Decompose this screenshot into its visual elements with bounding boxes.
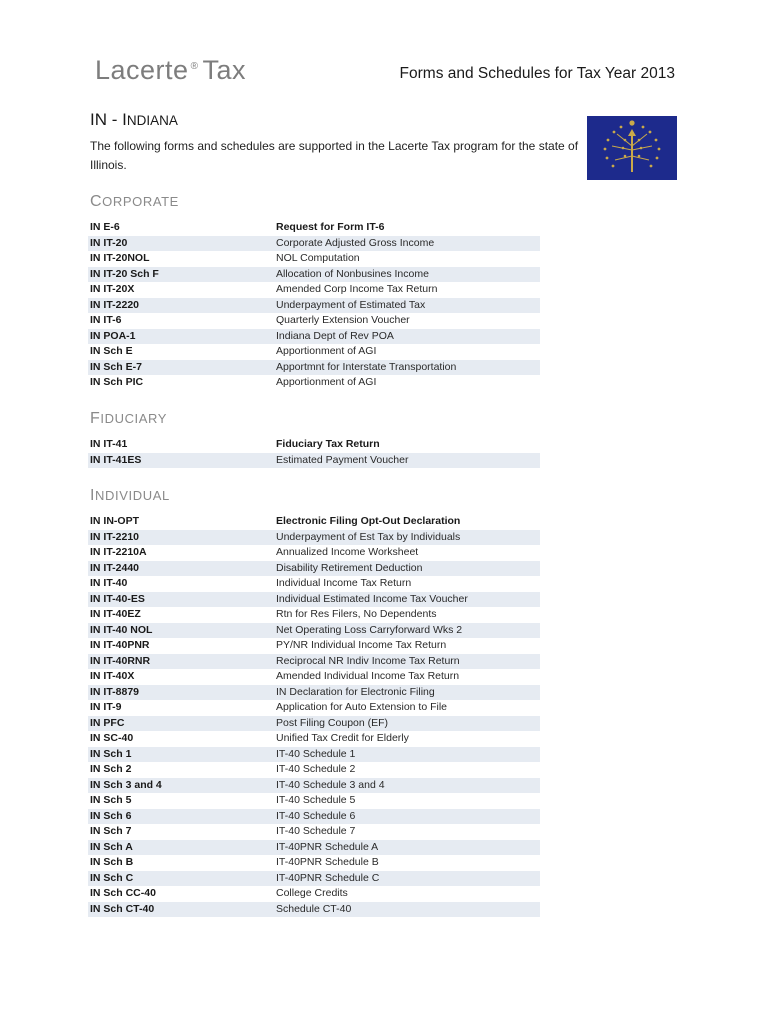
table-row [88,731,540,747]
table-row [88,824,540,840]
form-code: IN IT-41ES [90,453,142,466]
corporate-forms-table [88,220,540,391]
table-row [88,576,540,592]
form-description: Electronic Filing Opt-Out Declaration [276,515,461,527]
form-code: IN IT-40 NOL [90,623,153,636]
form-description: Disability Retirement Deduction [276,561,423,574]
form-code: IN Sch E [90,345,133,357]
form-code: IN IT-2220 [90,298,140,311]
form-description: College Credits [276,887,348,899]
table-row [88,762,540,778]
form-code: IN IT-9 [90,701,122,713]
form-description: Post Filing Coupon (EF) [276,716,389,729]
indiana-flag-image [587,116,677,180]
form-code: IN Sch 5 [90,794,132,806]
form-description: IT-40 Schedule 5 [276,794,356,806]
form-code: IN IT-2210 [90,530,140,543]
form-description: IT-40 Schedule 6 [276,809,356,822]
table-row [88,747,540,763]
form-code: IN IT-40X [90,670,135,682]
table-row [88,561,540,577]
form-code: IN IN-OPT [90,515,139,527]
table-row [88,700,540,716]
form-description: Rtn for Res Filers, No Dependents [276,608,437,620]
form-code: IN E-6 [90,221,120,233]
form-code: IN IT-40RNR [90,654,151,667]
section-heading-fiduciary [90,410,167,428]
form-code: IN SC-40 [90,732,134,744]
form-description: Request for Form IT-6 [276,221,385,233]
form-code: IN IT-6 [90,314,122,326]
form-description: Allocation of Nonbusines Income [276,267,429,280]
table-row [88,669,540,685]
form-code: IN Sch CC-40 [90,887,156,899]
table-row [88,344,540,360]
form-description: Underpayment of Est Tax by Individuals [276,530,461,543]
form-description: Apportmnt for Interstate Transportation [276,360,457,373]
form-description: NOL Computation [276,252,360,264]
table-row [88,809,540,825]
table-row [88,886,540,902]
form-description: IN Declaration for Electronic Filing [276,685,435,698]
page-header [0,0,770,100]
section-heading-rest: ORPORATE [102,194,179,209]
form-code: IN IT-20NOL [90,252,150,264]
form-description: Net Operating Loss Carryforward Wks 2 [276,623,463,636]
table-row [88,638,540,654]
form-description: IT-40 Schedule 7 [276,825,356,837]
form-description: Estimated Payment Voucher [276,453,409,466]
form-description: IT-40PNR Schedule B [276,856,379,868]
form-code: IN Sch B [90,856,134,868]
section-heading-initial: F [90,410,101,427]
individual-forms-table [88,514,540,917]
table-row [88,313,540,329]
table-row [88,282,540,298]
form-description: Reciprocal NR Indiv Income Tax Return [276,654,460,667]
state-heading-rest: NDIANA [126,113,178,128]
section-heading-initial: C [90,193,103,210]
table-row [88,840,540,856]
section-heading-rest: NDIVIDUAL [95,488,170,503]
table-row [88,793,540,809]
form-code: IN IT-2440 [90,561,140,574]
table-row [88,855,540,871]
section-heading-corporate [90,193,179,211]
table-row [88,871,540,887]
form-description: IT-40PNR Schedule C [276,871,380,884]
table-row [88,453,540,469]
table-row [88,623,540,639]
logo-text: Lacerte [95,55,189,85]
table-row [88,545,540,561]
form-code: IN Sch CT-40 [90,902,155,915]
form-code: IN IT-20 Sch F [90,267,159,280]
form-code: IN IT-8879 [90,685,140,698]
form-description: Corporate Adjusted Gross Income [276,236,435,249]
form-code: IN Sch 3 and 4 [90,778,162,791]
form-code: IN IT-41 [90,438,128,450]
table-row [88,251,540,267]
table-row [88,716,540,732]
form-description: Annualized Income Worksheet [276,546,419,558]
form-description: Application for Auto Extension to File [276,701,448,713]
table-row [88,329,540,345]
section-heading-initial: I [90,487,96,504]
form-code: IN IT-20 [90,236,128,249]
form-code: IN Sch 6 [90,809,132,822]
form-description: PY/NR Individual Income Tax Return [276,639,447,651]
form-description: Individual Estimated Income Tax Voucher [276,592,468,605]
form-code: IN IT-40PNR [90,639,150,651]
form-description: Quarterly Extension Voucher [276,314,410,326]
lacerte-tax-logo [95,55,246,86]
form-description: IT-40 Schedule 1 [276,747,356,760]
fiduciary-forms-table [88,437,540,468]
form-description: Underpayment of Estimated Tax [276,298,426,311]
state-heading-prefix: IN - I [90,110,127,129]
form-code: IN PFC [90,716,125,729]
table-row [88,778,540,794]
form-code: IN Sch 2 [90,763,132,775]
form-code: IN IT-40EZ [90,608,141,620]
form-code: IN Sch E-7 [90,360,142,373]
form-code: IN Sch PIC [90,376,144,388]
table-row [88,267,540,283]
registered-mark: ® [190,61,199,72]
intro-text: The following forms and schedules are supported in the Lacerte Tax program for the state of Illinois. [90,139,579,172]
table-row [88,437,540,453]
form-description: IT-40PNR Schedule A [276,840,379,853]
table-row [88,685,540,701]
table-row [88,220,540,236]
form-description: Fiduciary Tax Return [276,438,380,450]
form-code: IN Sch A [90,840,133,853]
form-code: IN POA-1 [90,329,136,342]
table-row [88,530,540,546]
form-description: Amended Individual Income Tax Return [276,670,460,682]
table-row [88,298,540,314]
form-description: Amended Corp Income Tax Return [276,283,438,295]
table-row [88,607,540,623]
form-description: Unified Tax Credit for Elderly [276,732,409,744]
section-heading-rest: IDUCIARY [100,411,168,426]
form-code: IN IT-40 [90,577,128,589]
table-row [88,236,540,252]
section-heading-individual [90,487,170,505]
form-code: IN IT-20X [90,283,135,295]
form-description: Apportionment of AGI [276,345,377,357]
table-row [88,375,540,391]
form-code: IN Sch C [90,871,134,884]
logo-text-tax: Tax [202,55,246,85]
form-description: Indiana Dept of Rev POA [276,329,394,342]
table-row [88,514,540,530]
state-heading [90,110,178,130]
form-code: IN IT-40-ES [90,592,145,605]
form-code: IN Sch 7 [90,825,132,837]
form-description: IT-40 Schedule 3 and 4 [276,778,385,791]
table-row [88,654,540,670]
form-description: IT-40 Schedule 2 [276,763,356,775]
table-row [88,360,540,376]
form-description: Apportionment of AGI [276,376,377,388]
form-description: Individual Income Tax Return [276,577,412,589]
indiana-flag-icon [587,116,677,180]
form-description: Schedule CT-40 [276,902,352,915]
table-row [88,592,540,608]
form-code: IN Sch 1 [90,747,132,760]
document-title: Forms and Schedules for Tax Year 2013 [399,65,675,82]
form-code: IN IT-2210A [90,546,147,558]
table-row [88,902,540,918]
